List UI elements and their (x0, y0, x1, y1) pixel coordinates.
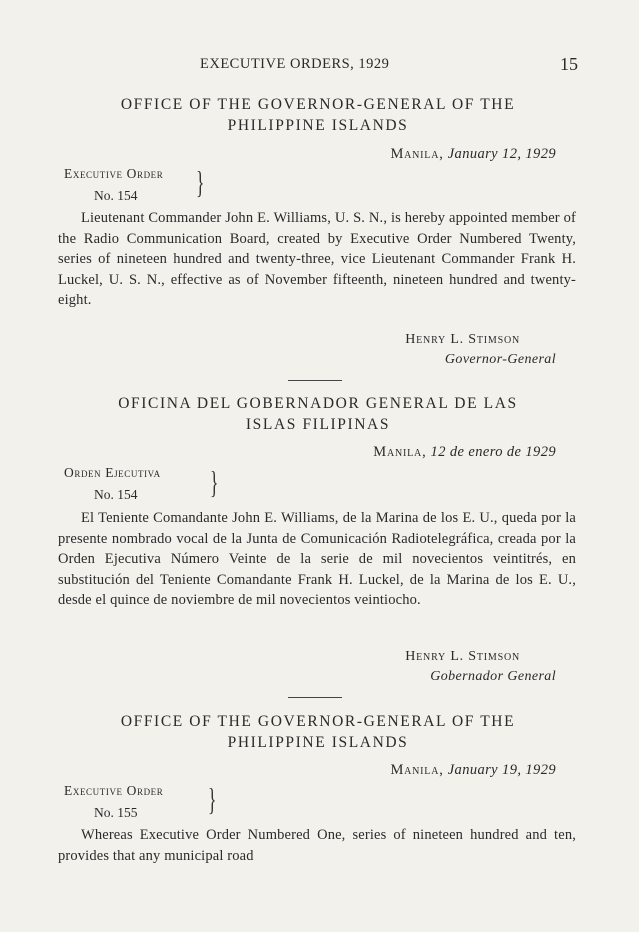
order-label-text: Executive Order (64, 166, 164, 181)
running-head (58, 56, 578, 78)
heading-line: PHILIPPINE ISLANDS (227, 734, 409, 751)
signer-name: Henry L. Stimson (405, 649, 520, 664)
dateline-place: Manila, (373, 444, 427, 460)
heading-line: OFICINA DEL GOBERNADOR GENERAL DE LAS (118, 395, 518, 412)
order-155-en-heading (58, 711, 578, 753)
order-154-es-body (58, 508, 576, 611)
order-155-en-label (64, 780, 163, 824)
section-divider (288, 697, 342, 698)
signer-name: Henry L. Stimson (405, 332, 520, 347)
order-154-es-signature (405, 647, 556, 687)
order-154-en-body (58, 208, 576, 311)
body-paragraph: El Teniente Comandante John E. Williams, de la Marina de los E. U., queda por la presente nombrado vocal de la Junta de Comunicación Radiotelegráfica, creada por la Orden Ejecutiva Número Veinte de la serie de mil novecientos veintitrés, en substitución del Teniente Comandante Frank H. Luckel, de la Marina de los E. U., desde el quince de noviembre de mil novecientos veintiocho. (58, 510, 576, 608)
running-head-title: EXECUTIVE ORDERS, 1929 (200, 56, 390, 72)
order-154-en-heading (58, 94, 578, 136)
brace-glyph: } (196, 164, 205, 200)
signer-title: Governor-General (444, 352, 556, 367)
section-divider (288, 380, 342, 381)
dateline-date: 12 de enero de 1929 (430, 444, 556, 460)
order-number: No. 154 (94, 188, 138, 203)
body-paragraph: Whereas Executive Order Numbered One, series of nineteen hundred and ten, provides that any municipal road (58, 827, 576, 864)
page-number: 15 (560, 54, 578, 74)
order-154-es-heading (58, 393, 578, 435)
order-155-en-dateline (390, 762, 556, 779)
dateline-place: Manila, (390, 146, 444, 162)
order-154-en-signature (405, 330, 556, 370)
order-154-en-dateline (390, 146, 556, 163)
dateline-date: January 12, 1929 (447, 146, 556, 162)
order-154-en-label (64, 163, 163, 207)
order-154-es-label (64, 462, 161, 506)
order-155-en-body (58, 825, 576, 866)
brace-glyph: } (210, 464, 219, 500)
signer-title: Gobernador General (430, 669, 556, 684)
dateline-place: Manila, (390, 762, 444, 778)
order-label-text: Executive Order (64, 783, 164, 798)
heading-line: PHILIPPINE ISLANDS (227, 117, 409, 134)
order-number: No. 155 (94, 805, 138, 820)
body-paragraph: Lieutenant Commander John E. Williams, U. S. N., is hereby appointed member of the Radio Communication Board, created by Executive Order Numbered Twenty, series of nineteen hundred and twenty-three, vice Lieutenant Commander Frank H. Luckel, U. S. N., effective as of November fifteenth, nineteen hundred and twenty-eight. (58, 210, 576, 308)
dateline-date: January 19, 1929 (447, 762, 556, 778)
heading-line: OFFICE OF THE GOVERNOR-GENERAL OF THE (120, 96, 516, 113)
heading-line: OFFICE OF THE GOVERNOR-GENERAL OF THE (120, 713, 516, 730)
order-number: No. 154 (94, 487, 138, 502)
brace-glyph: } (208, 781, 217, 817)
order-154-es-dateline (373, 444, 556, 461)
order-label-text: Orden Ejecutiva (64, 465, 161, 480)
heading-line: ISLAS FILIPINAS (245, 416, 391, 433)
